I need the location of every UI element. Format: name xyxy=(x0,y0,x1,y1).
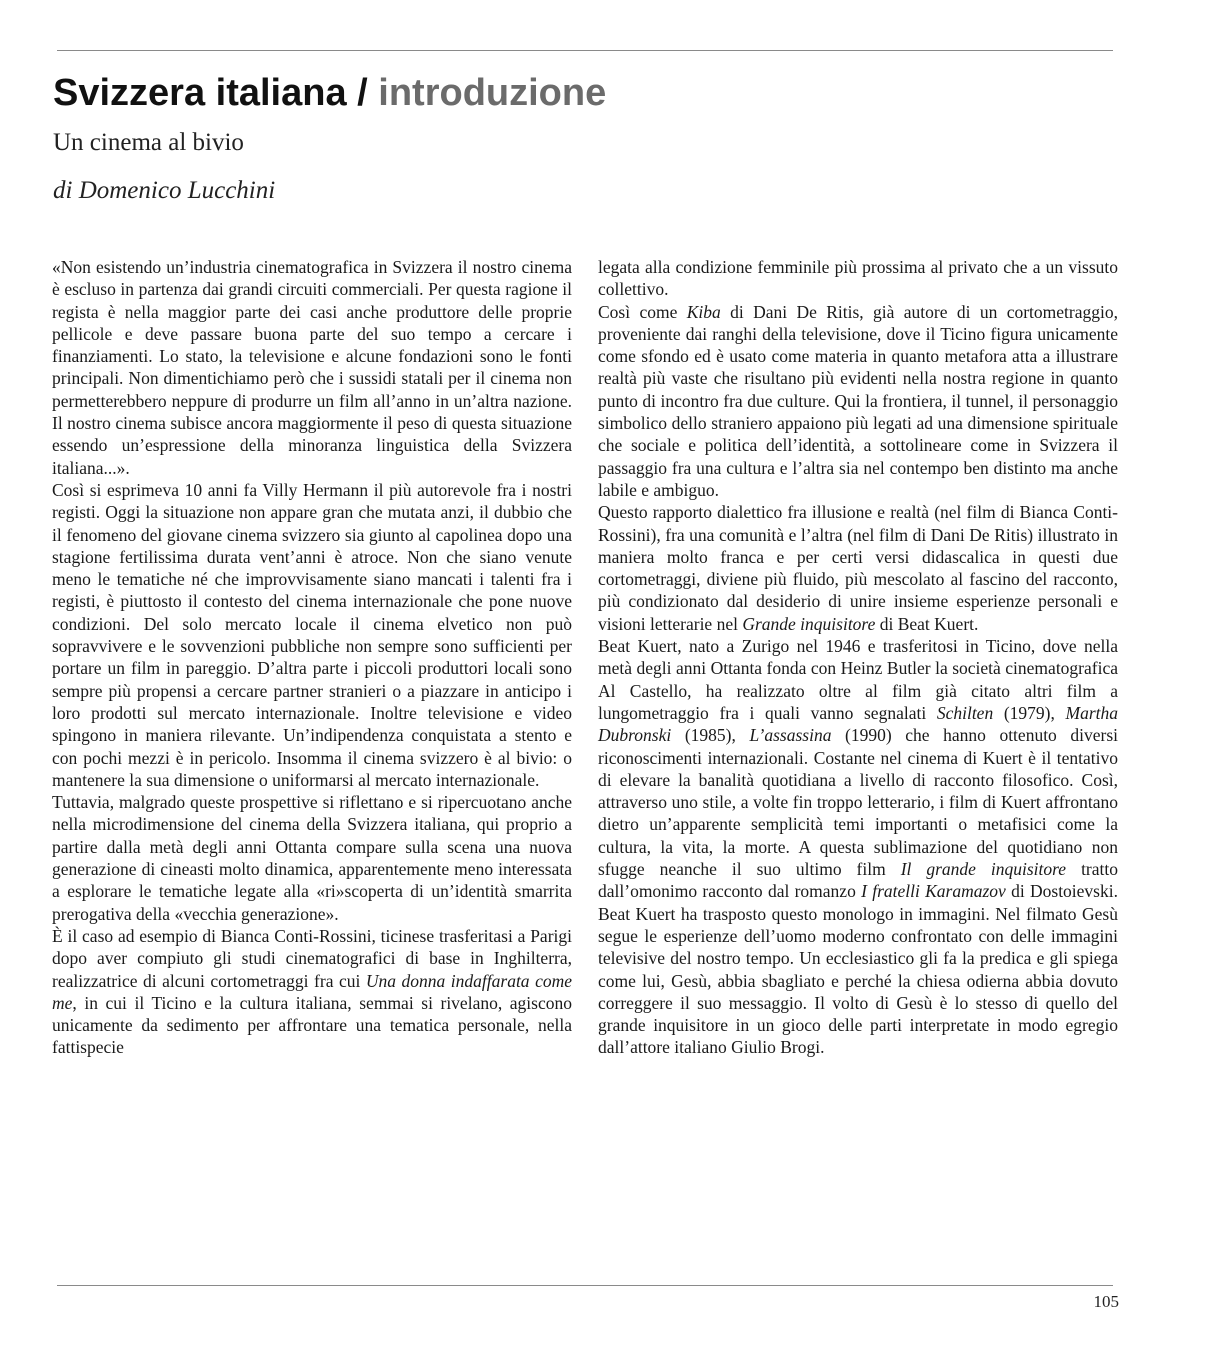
film-title: Grande inquisitore xyxy=(742,613,876,634)
text-run: (1990) che hanno ottenuto diversi riconoscimenti internazionali. Costante nel cinema di Kuert è il tentativo di elevare la banalità quotidiana a livello di racconto filosofico. Così, attraverso uno stile, a volte fin troppo letterario, i film di Kuert affrontano dietro un’apparente semplicità temi importanti o metafisici come la cultura, la vita, la morte. A questa sublimazione del quotidiano non sfugge neanche il suo ultimo film xyxy=(598,725,1119,880)
paragraph: legata alla condizione femminile più prossima al privato che a un vissuto collettivo. xyxy=(598,257,1118,300)
film-title: L’assassina xyxy=(749,725,832,746)
paragraph: Tuttavia, malgrado queste prospettive si riflettano e si ripercuotano anche nella microdimensione del cinema della Svizzera italiana, qui proprio a partire dalla metà degli anni Ottanta compare sulla scena una nuova generazione di cineasti molto dinamica, apparentemente meno interessata a esplorare le tematiche legate alla «ri»scoperta di un’identità smarrita prerogativa della «vecchia generazione». xyxy=(52,792,572,924)
text-run: È il caso ad esempio di Bianca Conti-Rossini, ticinese trasferitasi a Parigi dopo aver compiuto gli studi cinematografici di base in Inghilterra, realizzatrice di alcuni cortometraggi fra cui xyxy=(52,925,572,991)
title-separator: / xyxy=(357,72,368,114)
right-column xyxy=(598,256,1118,1059)
title-main: Svizzera italiana xyxy=(53,72,347,114)
paragraph: «Non esistendo un’industria cinematografica in Svizzera il nostro cinema è escluso in partenza dai grandi circuiti commerciali. Per questa ragione il regista è nella maggior parte dei casi anche produttore delle proprie pellicole e deve passare buona parte del suo tempo a cercare i finanziamenti. Lo stato, la televisione e alcune fondazioni sono le fonti principali. Non dimentichiamo però che i sussidi statali per il cinema non permetterebbero neppure di produrre un film all’anno in un’altra nazione. Il nostro cinema subisce ancora maggiormente il peso di questa situazione essendo un’espressione della minoranza linguistica della Svizzera italiana...». xyxy=(52,257,572,478)
film-title: Il grande inquisitore xyxy=(900,859,1067,880)
title-section: introduzione xyxy=(378,72,607,114)
text-run: (1979), xyxy=(993,702,1066,723)
text-run: , in cui il Ticino e la cultura italiana, semmai si rivelano, agiscono unicamente da sedimento per affrontare una tematica personale, nella fattispecie xyxy=(52,992,572,1058)
film-title: Una donna indaffarata come me xyxy=(52,970,572,1013)
film-title: Martha Dubronski xyxy=(598,702,1118,746)
paragraph xyxy=(598,635,1118,1059)
paragraph xyxy=(598,501,1118,635)
film-title: Kiba xyxy=(686,301,721,322)
text-run: (1985), xyxy=(671,725,750,746)
bottom-rule xyxy=(57,1285,1113,1286)
paragraph xyxy=(598,301,1118,502)
text-run: di Dani De Ritis, già autore di un cortometraggio, proveniente dai ranghi della televisione, dove il Ticino figura unicamente come sfondo ed è usato come materia in quanto metafora atta a illustrare realtà più vaste che risultano più evidenti nella nostra regione in quanto punto di incontro fra due culture. Qui la frontiera, il tunnel, il personaggio simbolico dello straniero appaiono più legati ad una dimensione spirituale che sociale e politica dell’identità, a sottolineare come in Svizzera il passaggio fra una cultura e l’altra sia nel contempo ben distinto ma anche labile e ambiguo. xyxy=(598,301,1118,500)
page-title xyxy=(53,70,606,116)
article-author: di Domenico Lucchini xyxy=(53,177,276,204)
text-run: Beat Kuert, nato a Zurigo nel 1946 e trasferitosi in Ticino, dove nella metà degli anni Ottanta fonda con Heinz Butler la società cinematografica Al Castello, ha realizzato oltre al film già citato altri film a lungometraggio fra i quali vanno segnalati xyxy=(598,636,1118,723)
top-rule xyxy=(57,50,1113,51)
text-run: Questo rapporto dialettico fra illusione e realtà (nel film di Bianca Conti-Rossini), fra una comunità e l’altra (nel film di Dani De Ritis) illustrato in maniera molto franca e per certi versi didascalica in questi due cortometraggi, diviene più fluido, più mescolato al fascino del racconto, più condizionato dal desiderio di unire insieme esperienze personali e visioni letterarie nel xyxy=(598,502,1118,634)
text-run: di Dostoievski. Beat Kuert ha trasposto questo monologo in immagini. Nel filmato Gesù segue le esperienze dell’uomo moderno confrontato con delle immagini televisive del nostro tempo. Un ecclesiastico gli fa la predica e gli spiega come lui, Gesù, abbia sbagliato e perché la chiesa odierna abbia dovuto correggere il suo messaggio. Il volto di Gesù è lo stesso di quello del grande inquisitore in un gioco delle parti interpretate in modo egregio dall’attore italiano Giulio Brogi. xyxy=(598,881,1118,1058)
paragraph: Così si esprimeva 10 anni fa Villy Hermann il più autorevole fra i nostri registi. Oggi la situazione non appare gran che mutata anzi, il dubbio che il fenomeno del giovane cinema svizzero sia giunto al capolinea dopo una stagione fertilissima durata vent’anni è atroce. Non che siano venute meno le tematiche né che improvvisamente siano mancati i talenti fra i registi, è piuttosto il contesto del cinema internazionale che pone nuove condizioni. Del solo mercato locale il cinema elvetico non può sopravvivere e le sovvenzioni pubbliche non sempre sono sufficienti per portare un film in pareggio. D’altra parte i piccoli produttori locali sono sempre più propensi a cercare partner stranieri o a piazzare in anticipo i loro prodotti sul mercato internazionale. Inoltre televisione e video spingono in maniera rilevante. Un’indipendenza conquistata a stento e con pochi mezzi è in pericolo. Insomma il cinema svizzero è al bivio: o mantenere la sua dimensione o uniformarsi al mercato internazionale. xyxy=(52,479,572,790)
page-number: 105 xyxy=(1093,1292,1119,1311)
book-title: I fratelli Karamazov xyxy=(861,881,1006,902)
text-run: tratto dall’omonimo racconto dal romanzo xyxy=(598,859,1118,902)
text-run: di Beat Kuert. xyxy=(875,613,979,634)
film-title: Schilten xyxy=(936,702,994,723)
paragraph xyxy=(52,925,572,1059)
left-column xyxy=(52,256,572,1059)
article-subtitle: Un cinema al bivio xyxy=(53,129,244,156)
text-run: Così come xyxy=(598,301,687,322)
